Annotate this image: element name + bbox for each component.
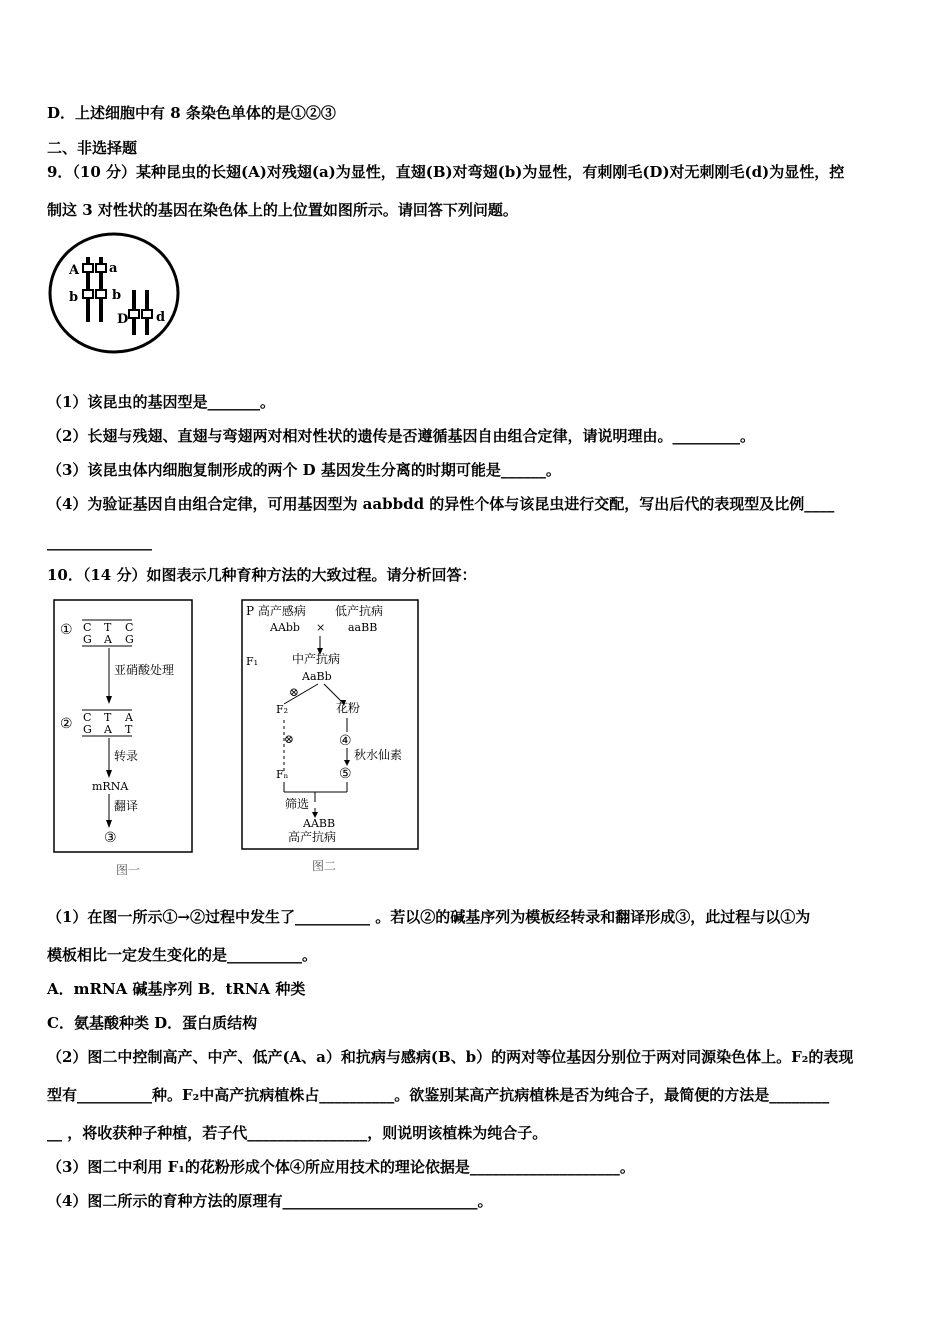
f1-label: F₁: [246, 655, 259, 668]
gene-label: A: [69, 263, 80, 278]
base: C: [125, 621, 134, 634]
q9-stem-1: 9．（10 分）某种昆虫的长翅(A)对残翅(a)为显性，直翅(B)对弯翅(b)为显性，有刺刚毛(D)对无刺刚毛(d)为显性，控: [47, 163, 845, 181]
base: C: [83, 711, 92, 724]
f2-label: F₂: [276, 703, 289, 716]
q10-part1-b: 模板相比一定发生变化的是__________。: [47, 946, 318, 964]
base: T: [125, 723, 133, 736]
parent-left-genotype: AAbb: [270, 621, 300, 634]
figure-two: [240, 598, 420, 887]
figure-one: [52, 598, 198, 887]
result-phenotype: 高产抗病: [288, 830, 337, 844]
q10-part2-c: __ ，将收获种子种植，若子代________________，则说明该植株为纯合子。: [47, 1124, 548, 1142]
parent-right-genotype: aaBB: [348, 621, 378, 634]
gene-label: a: [109, 261, 118, 276]
base: A: [104, 633, 112, 646]
q9-stem-2: 制这 3 对性状的基因在染色体上的上位置如图所示。请回答下列问题。: [47, 201, 518, 219]
gene-label: b: [112, 288, 122, 303]
step1-label: ①: [60, 622, 73, 638]
mrna-label: mRNA: [92, 780, 129, 793]
options-ab: A．mRNA 碱基序列 B．tRNA 种类: [47, 980, 306, 998]
colchicine-label: 秋水仙素: [354, 748, 403, 762]
q9-part1: （1）该昆虫的基因型是_______。: [47, 393, 275, 411]
q10-stem: 10．（14 分）如图表示几种育种方法的大致过程。请分析回答：: [47, 566, 477, 584]
selfing-symbol-2: ⊗: [284, 732, 295, 746]
fn-label: Fₙ: [276, 768, 289, 781]
treatment-label: 亚硝酸处理: [114, 663, 175, 677]
q10-part2-b: 型有__________种。F₂中高产抗病植株占__________。欲鉴别某高产抗病植株是否为纯合子，最简便的方法是________: [47, 1086, 830, 1104]
f1-genotype: AaBb: [302, 670, 332, 683]
base: A: [125, 711, 133, 724]
q9-part3: （3）该昆虫体内细胞复制形成的两个 D 基因发生分离的时期可能是______。: [47, 461, 561, 479]
q10-part2-a: （2）图二中控制高产、中产、低产(A、a）和抗病与感病(B、b）的两对等位基因分别位于两对同源染色体上。F₂的表现: [47, 1048, 854, 1066]
selfing-symbol: ⊗: [289, 685, 300, 699]
q10-part3: （3）图二中利用 F₁的花粉形成个体④所应用技术的理论依据是____________________。: [47, 1158, 635, 1176]
transcription-label: 转录: [114, 749, 139, 763]
option-d: D．上述细胞中有 8 条染色单体的是①②③: [47, 104, 336, 122]
parent-right: 低产抗病: [335, 604, 384, 618]
q9-part4: （4）为验证基因自由组合定律，可用基因型为 aabbdd 的异性个体与该昆虫进行交配，写出后代的表现型及比例____: [47, 495, 835, 513]
chromosome-figure: [47, 230, 183, 362]
step2-label: ②: [60, 716, 73, 732]
section-heading: 二、非选择题: [47, 139, 138, 157]
base: G: [83, 723, 92, 736]
base: G: [125, 633, 134, 646]
options-cd: C．氨基酸种类 D．蛋白质结构: [47, 1014, 258, 1032]
pollen-label: 花粉: [336, 701, 361, 715]
result-genotype: AABB: [303, 817, 336, 830]
gene-label: D: [117, 312, 129, 327]
q9-part4-cont: ______________: [47, 533, 152, 551]
step5-label: ⑤: [339, 766, 352, 782]
parent-left: P 高产感病: [246, 604, 306, 618]
step3-label: ③: [104, 830, 117, 846]
base: G: [83, 633, 92, 646]
base: T: [104, 621, 112, 634]
q9-part2: （2）长翅与残翅、直翅与弯翅两对相对性状的遗传是否遵循基因自由组合定律，请说明理由。_________。: [47, 427, 755, 445]
base: A: [104, 723, 112, 736]
base: T: [104, 711, 112, 724]
f1-phenotype: 中产抗病: [292, 652, 341, 666]
gene-label: d: [156, 310, 166, 325]
step4-label: ④: [339, 733, 352, 749]
translation-label: 翻译: [114, 799, 139, 813]
figure-one-caption: 图一: [116, 863, 141, 877]
gene-label: b: [69, 290, 79, 305]
cross-sign: ×: [316, 621, 326, 634]
q10-part1-a: （1）在图一所示①→②过程中发生了__________ 。若以②的碱基序列为模板经转录和翻译形成③，此过程与以①为: [47, 908, 811, 926]
q10-part4: （4）图二所示的育种方法的原理有__________________________。: [47, 1192, 493, 1210]
selection-label: 筛选: [285, 797, 310, 811]
figure-two-caption: 图二: [312, 859, 337, 873]
base: C: [83, 621, 92, 634]
